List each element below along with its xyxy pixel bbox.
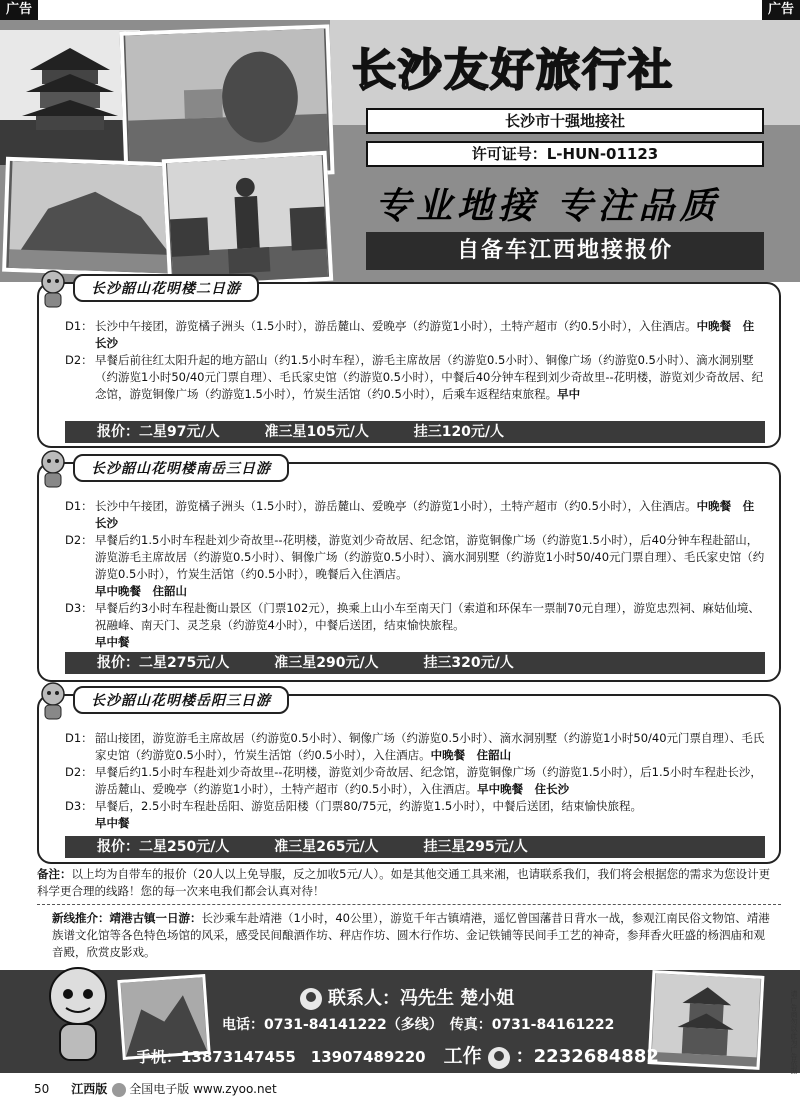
day-text: 韶山接团，游览游毛主席故居（约游览0.5小时）、铜像广场（约游览0.5小时）、滴水洞别墅（约游览1小时50/40元门票自理）、毛氏家史馆（约游览0.5小时），竹炭生活馆（约0.5小时），入住酒店。中晚餐 住韶山: [95, 731, 765, 762]
side-disclaimer: 请广告商勿以此为广告依据: [790, 990, 798, 1074]
logo-icon: [112, 1083, 126, 1097]
statue-illustration: [166, 155, 329, 282]
qq-icon: [488, 1047, 510, 1069]
qq-number: ：2232684882: [515, 1046, 659, 1067]
rank-box: 长沙市十强地接社: [366, 108, 764, 134]
price-quasi-three-star: 准三星265元/人: [274, 839, 379, 855]
price-three-star: 挂三320元/人: [423, 655, 514, 671]
price-three-star: 挂三星295元/人: [423, 839, 528, 855]
itinerary: [65, 730, 765, 832]
day-label: D1：: [65, 499, 93, 513]
header-banner: [0, 20, 800, 282]
tour-title: 长沙韶山花明楼南岳三日游: [73, 454, 289, 482]
work-label: 工作: [443, 1045, 482, 1067]
day-text: 早餐后前往红太阳升起的地方韶山（约1.5小时车程），游毛主席故居（约游览0.5小时）、铜像广场（约游览0.5小时）、滴水洞别墅（约游览1小时50/40元门票自理）、毛氏家史馆（约游览0.5小时），中餐后40分钟车程到刘少奇故里--花明楼，游览刘少奇故居、纪念馆，游览铜像广场（约游览1.5小时），竹炭生活馆（约0.5小时），后乘车返程结束旅程。早中: [95, 353, 764, 401]
pagoda-photo: [0, 30, 140, 165]
day-label: D2：: [65, 533, 93, 547]
meal-info: 早中晚餐 住韶山: [95, 584, 187, 598]
day-label: D3：: [65, 601, 93, 615]
new-route-label: 新线推介：靖港古镇一日游：: [52, 911, 202, 925]
itinerary-day: [65, 352, 765, 403]
tour-card: [37, 282, 781, 448]
itinerary-day: [65, 600, 765, 651]
day-text: 早餐后，2.5小时车程赴岳阳、游览岳阳楼（门票80/75元，约游览1.5小时），中餐后送团，结束愉快旅程。 早中餐: [95, 799, 642, 830]
day-label: D2：: [65, 353, 93, 367]
contact-person-icon: [300, 988, 322, 1010]
day-text: 早餐后约1.5小时车程赴刘少奇故里--花明楼，游览刘少奇故居、纪念馆，游览铜像广场（约游览1.5小时），后40分钟车程赴韶山，游览游毛主席故居（约游览0.5小时）、铜像广场（约游览0.5小时）、滴水洞别墅（约游览1小时50/40元门票自理）、毛氏家史馆（约游览0.5小时），竹炭生活馆（约0.5小时），晚餐后入住酒店。 早中晚餐 住韶山: [95, 533, 765, 598]
site-link[interactable]: 全国电子版 www.zyoo.net: [129, 1082, 277, 1096]
remark: [37, 866, 781, 900]
itinerary-day: [65, 730, 765, 764]
divider: [37, 904, 781, 905]
itinerary: [65, 498, 765, 651]
tour-title: 长沙韶山花明楼岳阳三日游: [73, 686, 289, 714]
tower-photo: [648, 970, 765, 1070]
itinerary-day: [65, 498, 765, 532]
meal-info: 早中餐: [95, 816, 130, 830]
meal-info: 中晚餐 住长沙: [95, 499, 755, 530]
contact-phone: 电话：0731-84141222（多线） 传真：0731-84161222: [222, 1017, 615, 1033]
day-label: D1：: [65, 319, 93, 333]
remark-label: 备注：: [37, 867, 72, 881]
price-bar: [65, 652, 765, 674]
day-label: D2：: [65, 765, 93, 779]
new-route-text: 长沙乘车赴靖港（1小时，40公里），游览千年古镇靖港，遥忆曾国藩昔日背水一战，参观江南民俗文物馆、靖港族谱文化馆等各色特色场馆的风采，感受民间酿酒作坊、秤店作坊、圆木行作坊、金记铁铺等民间手工艺的神奇，参拜香火旺盛的杨泗庙和观音殿，欣赏皮影戏。: [52, 911, 770, 959]
meal-info: 早中晚餐 住长沙: [477, 782, 570, 796]
page-number: 50: [34, 1082, 50, 1096]
day-text: 长沙中午接团，游览橘子洲头（1.5小时），游岳麓山、爱晚亭（约游览1小时），土特产超市（约0.5小时），入住酒店。中晚餐 住长沙: [95, 499, 755, 530]
price-two-star: 报价：二星97元/人: [97, 424, 220, 440]
day-label: D3：: [65, 799, 93, 813]
ad-tag-left: 广告: [0, 0, 38, 20]
meal-info: 中晚餐 住韶山: [430, 748, 512, 762]
tower-illustration: [651, 973, 761, 1066]
contact-people: 联系人：冯先生 楚小姐: [300, 984, 514, 1010]
tour-card: [37, 462, 781, 682]
subtitle-bar: 自备车江西地接报价: [366, 232, 764, 270]
mascot-icon: [35, 448, 71, 490]
contact-mobile: 手机：13873147455 13907489220 工作 ：2232684882: [136, 1045, 659, 1067]
itinerary: [65, 318, 765, 403]
tour-card: [37, 694, 781, 864]
day-text: 长沙中午接团，游览橘子洲头（1.5小时），游岳麓山、爱晚亭（约游览1小时），土特产超市（约0.5小时），入住酒店。中晚餐 住长沙: [95, 319, 755, 350]
meal-info: 早中: [557, 387, 581, 401]
mascot-icon: [38, 962, 118, 1072]
company-name: 长沙友好旅行社: [352, 45, 674, 96]
meal-info: 早中餐: [95, 635, 130, 649]
mascot-icon: [35, 268, 71, 310]
mascot-icon: [35, 680, 71, 722]
pagoda-illustration: [0, 30, 140, 165]
day-text: 早餐后约3小时车程赴衡山景区（门票102元），换乘上山小车至南天门（索道和环保车一票制70元自理），游览忠烈祠、麻姑仙境、祝融峰、南天门、灵芝泉（约游览4小时），中餐后送团，结束愉快旅程。 早中餐: [95, 601, 760, 649]
statue-photo: [162, 151, 334, 282]
edition-label: 江西版: [71, 1082, 108, 1096]
slogan: 专业地接 专注品质: [375, 185, 721, 227]
new-route-promo: [52, 910, 772, 961]
itinerary-day: [65, 798, 765, 832]
license-box: 许可证号：L-HUN-01123: [366, 141, 764, 167]
itinerary-day: [65, 318, 765, 352]
page-footer: [34, 1080, 277, 1097]
contact-footer: [0, 970, 800, 1073]
price-quasi-three-star: 准三星290元/人: [274, 655, 379, 671]
remark-text: 以上均为自带车的报价（20人以上免导服，反之加收5元/人）。如是其他交通工具来湘，也请联系我们，我们将会根据您的需求为您设计更科学更合理的线路！您的每一次来电我们都会认真对待！: [37, 867, 771, 898]
day-text: 早餐后约1.5小时车程赴刘少奇故里--花明楼，游览刘少奇故居、纪念馆，游览铜像广场（约游览1.5小时），后1.5小时车程赴长沙，游岳麓山、爱晚亭（约游览1小时），土特产超市（约0.5小时），入住酒店。早中晚餐 住长沙: [95, 765, 762, 796]
day-label: D1：: [65, 731, 93, 745]
price-bar: [65, 421, 765, 443]
price-two-star: 报价：二星275元/人: [97, 655, 230, 671]
meal-info: 中晚餐 住长沙: [95, 319, 755, 350]
tour-title: 长沙韶山花明楼二日游: [73, 274, 259, 302]
price-two-star: 报价：二星250元/人: [97, 839, 230, 855]
price-three-star: 挂三120元/人: [413, 424, 505, 440]
price-bar: [65, 836, 765, 858]
itinerary-day: [65, 764, 765, 798]
price-quasi-three-star: 准三星105元/人: [264, 424, 369, 440]
ad-tag-right: 广告: [762, 0, 800, 20]
itinerary-day: [65, 532, 765, 600]
